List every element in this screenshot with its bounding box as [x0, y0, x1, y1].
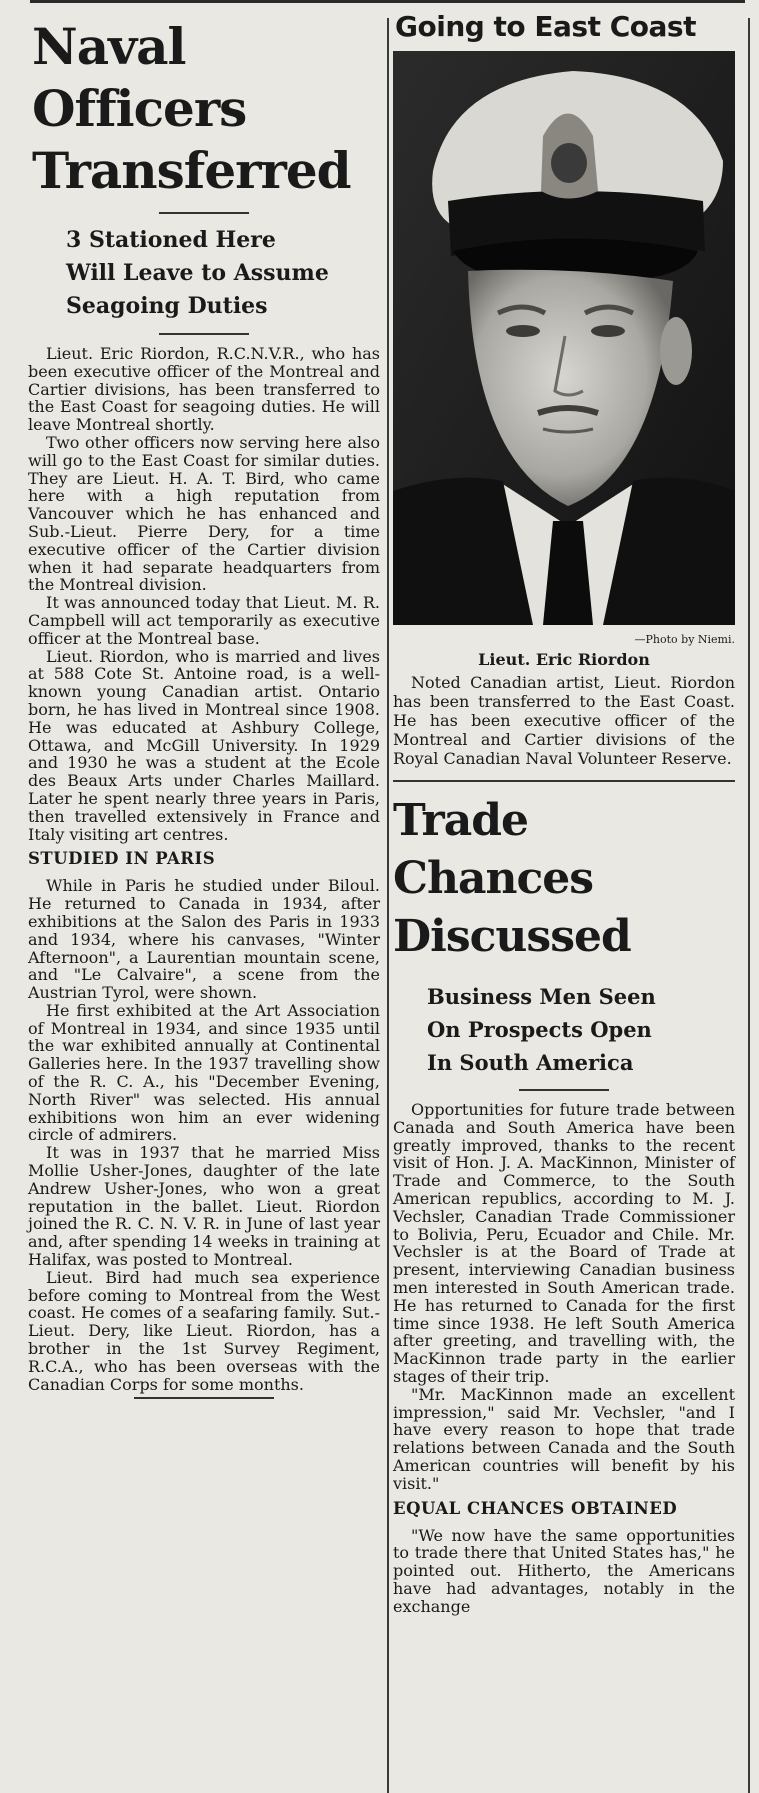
divider: [159, 212, 249, 214]
paragraph: Lieut. Bird had much sea experience before coming to Montreal from the West coast. He comes of a seafaring family. Sut.-Lieut. Dery, like Lieut. Riordon, has a brother in the 1st Survey Regiment, R.C.A., who has been overseas with the Canadian Corps for some months.: [28, 1267, 380, 1394]
deck-line: Business Men Seen: [427, 984, 656, 1009]
paragraph: It was in 1937 that he married Miss Mollie Usher-Jones, daughter of the late Andrew Usher-Jones, who won a great reputation in the ballet. Lieut. Riordon joined the R. C. N. V. R. in June of last year and, after spending 14 weeks in training at Halifax, was posted to Montreal.: [28, 1143, 380, 1270]
deck-line: 3 Stationed Here: [66, 227, 276, 253]
paragraph: Lieut. Eric Riordon, R.C.N.V.R., who has been executive officer of the Montreal and Cartier divisions, has been transferred to the East Coast for seagoing duties. He will leave Montreal shortly.: [28, 344, 380, 435]
article-body: [393, 1101, 735, 1493]
article-headline: [393, 792, 735, 966]
paragraph: "We now have the same opportunities to trade there that United States has," he pointed out. Hitherto, the Americans have had advantages, notably in the exchange: [393, 1525, 735, 1616]
divider: [393, 780, 735, 782]
deck-line: Seagoing Duties: [66, 293, 268, 319]
paragraph: Opportunities for future trade between Canada and South America have been greatly improved, thanks to the recent visit of Hon. J. A. MacKinnon, Minister of Trade and Commerce, to the South American republics, according to M. J. Vechsler, Canadian Trade Commissioner to Bolivia, Peru, Ecuador and Chile. Mr. Vechsler is at the Board of Trade at present, interviewing Canadian business men interested in South American trade. He has returned to Canada for the first time since 1938. He left South America after greeting, and travelling with, the MacKinnon trade party in the earlier stages of their trip.: [393, 1100, 735, 1386]
divider: [519, 1089, 609, 1091]
officer-portrait-image: [393, 51, 735, 625]
paragraph: He first exhibited at the Art Association of Montreal in 1934, and since 1935 until the war exhibited annually at Continental Galleries here. In the 1937 travelling show of the R. C. A., his "December Evening, North River" was selected. His annual exhibitions won him an ever widening circle of admirers.: [28, 1000, 380, 1145]
paragraph: Lieut. Riordon, who is married and lives at 588 Cote St. Antoine road, is a well-known young Canadian artist. Ontario born, he has lived in Montreal since 1908. He was educated at Ashbury College, Ottawa, and McGill University. In 1929 and 1930 he was a student at the Ecole des Beaux Arts under Charles Maillard. Later he spent nearly three years in Paris, then travelled extensively in France and Italy visiting art centres.: [28, 646, 380, 844]
article-deck: [427, 980, 735, 1079]
photo-caption: Noted Canadian artist, Lieut. Riordon has been transferred to the East Coast. He has been executive officer of the Montreal and Cartier divisions of the Royal Canadian Naval Volunteer Reserve.: [393, 673, 735, 768]
section-subhead: EQUAL CHANCES OBTAINED: [393, 1498, 678, 1518]
left-article: [28, 10, 380, 1399]
photo-headline: Going to East Coast: [395, 10, 696, 43]
deck-line: On Prospects Open: [427, 1017, 652, 1042]
divider: [159, 333, 249, 335]
headline-line: Discussed: [393, 911, 631, 962]
article-body-continued: [393, 1527, 735, 1616]
deck-line: In South America: [427, 1050, 634, 1075]
paragraph: While in Paris he studied under Biloul. He returned to Canada in 1934, after exhibitions at the Salon des Paris in 1933 and 1934, where his canvases, "Winter Afternoon", a Laurentian mountain scene, and "Le Calvaire", a scene from the Austrian Tyrol, were shown.: [28, 876, 380, 1003]
caption-name: Lieut. Eric Riordon: [478, 650, 650, 669]
top-border-rule: [30, 0, 745, 3]
deck-line: Will Leave to Assume: [66, 260, 329, 286]
paragraph: It was announced today that Lieut. M. R. Campbell will act temporarily as executive officer at the Montreal base.: [28, 593, 380, 648]
paragraph: Two other officers now serving here also will go to the East Coast for similar duties. They are Lieut. H. A. T. Bird, who came here with a high reputation from Vancouver which he has enhanced and Sub.-Lieut. Pierre Dery, for a time executive officer of the Cartier division when it had separate headquarters from the Montreal division.: [28, 432, 380, 595]
article-headline: [32, 16, 380, 202]
photo-credit: —Photo by Niemi.: [634, 633, 735, 646]
divider: [134, 1397, 274, 1399]
portrait-photo: [393, 51, 735, 625]
right-column: [393, 10, 735, 1616]
headline-line: Trade Chances: [393, 795, 594, 904]
article-body-continued: [28, 877, 380, 1393]
section-subhead: STUDIED IN PARIS: [28, 849, 216, 869]
headline-line: Naval Officers: [32, 17, 247, 138]
paragraph: "Mr. MacKinnon made an excellent impression," said Mr. Vechsler, "and I have every reason to hope that trade relations between Canada and the South American countries will benefit by his visit.": [393, 1384, 735, 1493]
column-rule: [387, 18, 389, 1793]
page-edge-rule: [748, 18, 750, 1793]
headline-line: Transferred: [32, 141, 351, 200]
article-body: [28, 345, 380, 843]
article-deck: [66, 224, 380, 323]
